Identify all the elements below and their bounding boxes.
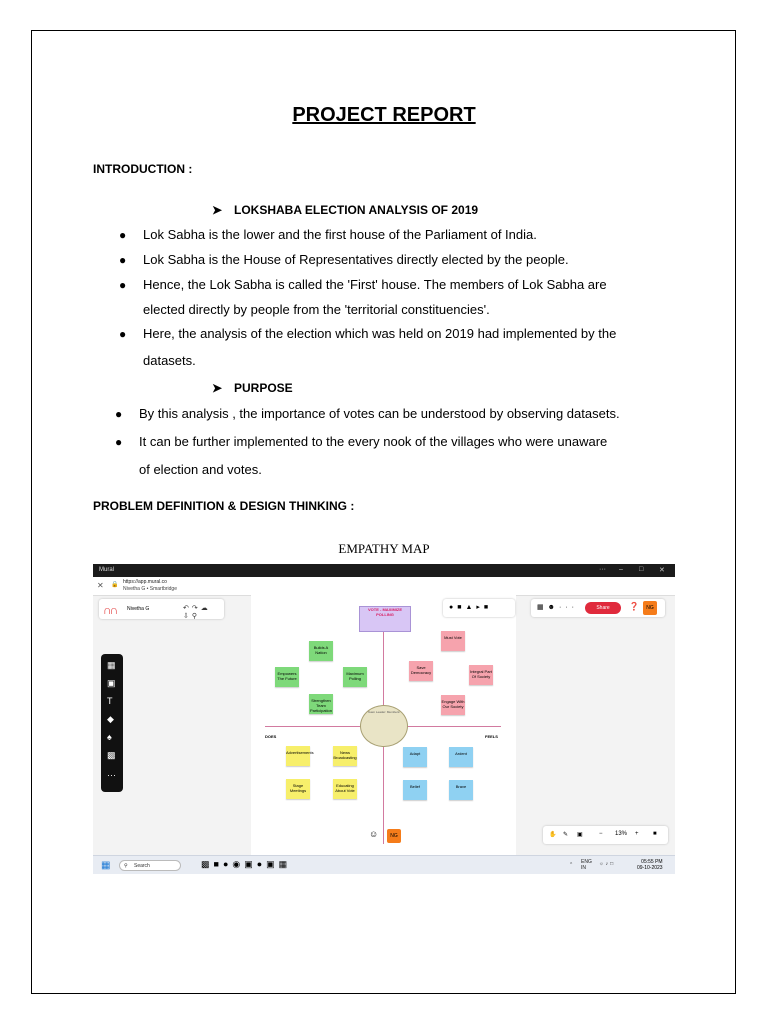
- section-heading-election: [212, 203, 478, 217]
- clock-time: 05:55 PM: [641, 859, 663, 865]
- list-item-text: Lok Sabha is the House of Representatives directly elected by the people.: [143, 252, 569, 267]
- zoom-level: 13%: [615, 831, 628, 837]
- tools-group: [443, 599, 515, 617]
- close-icon[interactable]: ✕: [659, 567, 665, 574]
- sticky-note[interactable]: News Broadcasting: [333, 746, 357, 766]
- more-tools-icon[interactable]: ···: [107, 770, 116, 780]
- sticky-note[interactable]: Adapt: [403, 747, 427, 767]
- window-title-bar: [93, 564, 675, 577]
- feels-label: FEELS: [485, 734, 498, 739]
- list-item: [119, 223, 537, 247]
- avatar[interactable]: NG: [643, 601, 657, 615]
- center-text: Team Leader: Members:: [367, 710, 401, 714]
- list-item: [119, 248, 569, 272]
- maximize-icon[interactable]: □: [639, 566, 644, 573]
- left-toolbar: [101, 654, 123, 792]
- problem-definition-heading: PROBLEM DEFINITION & DESIGN THINKING :: [93, 499, 355, 513]
- hand-icon[interactable]: ✋: [549, 832, 557, 838]
- sticky-note[interactable]: Engage With Our Society: [441, 695, 465, 715]
- bullet-icon: ●: [115, 435, 123, 449]
- sticky-note[interactable]: Builds A Nation: [309, 641, 333, 661]
- close-tab-icon[interactable]: ✕: [97, 581, 104, 590]
- sticky-note[interactable]: Maximum Polling: [343, 667, 367, 687]
- region-code: IN: [581, 865, 586, 871]
- collaboration-icons[interactable]: ●■▲▸■: [449, 604, 493, 611]
- view-icons[interactable]: ▦☻···: [537, 604, 578, 611]
- sticky-note[interactable]: Stage Meetings: [286, 779, 310, 799]
- comment-icon[interactable]: ✎: [563, 832, 569, 838]
- list-item-continuation: datasets.: [143, 353, 196, 368]
- list-item: [119, 322, 617, 346]
- mural-logo-icon: ∩∩: [103, 603, 117, 617]
- bullet-icon: ●: [119, 253, 127, 267]
- list-item-text: Lok Sabha is the lower and the first house of the Parliament of India.: [143, 227, 537, 242]
- list-item-text: Hence, the Lok Sabha is called the 'First' house. The members of Lok Sabha are: [143, 277, 607, 292]
- zoom-in-button[interactable]: +: [635, 831, 639, 837]
- report-title: PROJECT REPORT: [292, 104, 476, 126]
- language-indicator[interactable]: [581, 859, 592, 871]
- sticky-note[interactable]: Ardent: [449, 747, 473, 767]
- workspace-user-name[interactable]: Nivetha G: [127, 606, 150, 612]
- sticky-note[interactable]: Empowers The Future: [275, 667, 299, 687]
- clock-date: 09-10-2023: [637, 865, 663, 871]
- image-icon[interactable]: ▩: [107, 750, 116, 760]
- text-icon[interactable]: T: [107, 696, 113, 706]
- url-text[interactable]: https://app.mural.co: [123, 579, 167, 585]
- arrow-bullet-icon: ➤: [212, 203, 223, 217]
- sticky-note[interactable]: Save Democracy: [409, 661, 433, 681]
- bullet-icon: ●: [119, 228, 127, 242]
- bullet-icon: ●: [119, 327, 127, 341]
- list-item: [115, 402, 620, 426]
- center-persona-circle[interactable]: [360, 705, 408, 747]
- templates-icon[interactable]: ▦: [107, 660, 116, 670]
- section-heading-purpose: [212, 381, 293, 395]
- list-item: [119, 273, 607, 297]
- taskbar-app-icons[interactable]: ▩■●◉▣●▣▦: [201, 859, 292, 869]
- bullet-icon: ●: [115, 407, 123, 421]
- mural-toolbar-left: [99, 599, 224, 619]
- list-item-text: It can be further implemented to the every nook of the villages who were unaware: [139, 434, 608, 449]
- list-item-continuation: of election and votes.: [139, 462, 262, 477]
- sticky-note[interactable]: Brave: [449, 780, 473, 800]
- window-title: Mural: [99, 567, 115, 573]
- list-item-text: By this analysis , the importance of votes can be understood by observing datasets.: [139, 406, 620, 421]
- sticky-note[interactable]: Advertisements: [286, 746, 310, 766]
- more-icon[interactable]: ···: [599, 566, 606, 573]
- introduction-heading: INTRODUCTION :: [93, 162, 193, 176]
- address-bar: [93, 577, 675, 596]
- share-group: [531, 599, 665, 617]
- tray-expand-icon[interactable]: ⌃: [569, 862, 574, 868]
- zoom-out-button[interactable]: −: [599, 831, 603, 837]
- sticky-note[interactable]: Must Vote: [441, 631, 465, 651]
- network-volume-icons[interactable]: ☼♪□: [599, 861, 616, 867]
- bottom-presence-bar: [359, 827, 407, 845]
- help-icon[interactable]: ❓: [629, 602, 639, 611]
- breadcrumb: Nivetha G • Smartbridge: [123, 586, 177, 592]
- sticky-note[interactable]: Strengthen Team Participation: [309, 694, 333, 714]
- search-icon: ⚲: [124, 863, 128, 869]
- list-item-continuation: elected directly by people from the 'territorial constituencies'.: [143, 302, 490, 317]
- sticky-note[interactable]: Integral Part Of Society: [469, 665, 493, 685]
- share-button[interactable]: Share: [585, 602, 621, 614]
- minimap-icon[interactable]: ▣: [577, 832, 583, 838]
- vote-title-card[interactable]: [359, 606, 411, 632]
- windows-taskbar: [93, 855, 675, 874]
- does-label: DOES: [265, 734, 277, 739]
- empathy-map-screenshot: [93, 564, 675, 874]
- fit-screen-icon[interactable]: ■: [653, 831, 657, 837]
- section-heading-text: LOKSHABA ELECTION ANALYSIS OF 2019: [234, 203, 479, 217]
- zoom-controls: [543, 826, 668, 844]
- taskbar-search-text: Search: [134, 863, 150, 869]
- sticky-note[interactable]: Educating About Vote: [333, 779, 357, 799]
- figure-caption: EMPATHY MAP: [338, 541, 430, 556]
- language-code: ENG: [581, 859, 592, 865]
- list-item: [115, 430, 608, 454]
- taskbar-clock[interactable]: [637, 859, 663, 871]
- sticky-note[interactable]: Belief: [403, 780, 427, 800]
- bullet-icon: ●: [119, 278, 127, 292]
- reaction-icon[interactable]: ☺: [369, 829, 379, 839]
- undo-redo-icons[interactable]: ↶↷☁⇩⚲: [183, 605, 211, 620]
- taskbar-search[interactable]: [119, 860, 181, 871]
- icons-icon[interactable]: ♠: [107, 732, 112, 742]
- section-heading-text: PURPOSE: [234, 381, 293, 395]
- windows-start-icon[interactable]: ▦: [101, 860, 111, 871]
- mural-toolbar-right: [443, 599, 665, 619]
- lock-icon: 🔒: [111, 582, 119, 588]
- shapes-icon[interactable]: ◆: [107, 714, 114, 724]
- minimize-icon[interactable]: –: [619, 566, 623, 573]
- arrow-bullet-icon: ➤: [212, 381, 223, 395]
- sticky-note-icon[interactable]: ▣: [107, 678, 116, 688]
- list-item-text: Here, the analysis of the election which was held on 2019 had implemented by the: [143, 326, 617, 341]
- avatar[interactable]: NG: [387, 829, 401, 843]
- vote-title-text: VOTE - MAXIMIZE POLLING: [368, 607, 402, 617]
